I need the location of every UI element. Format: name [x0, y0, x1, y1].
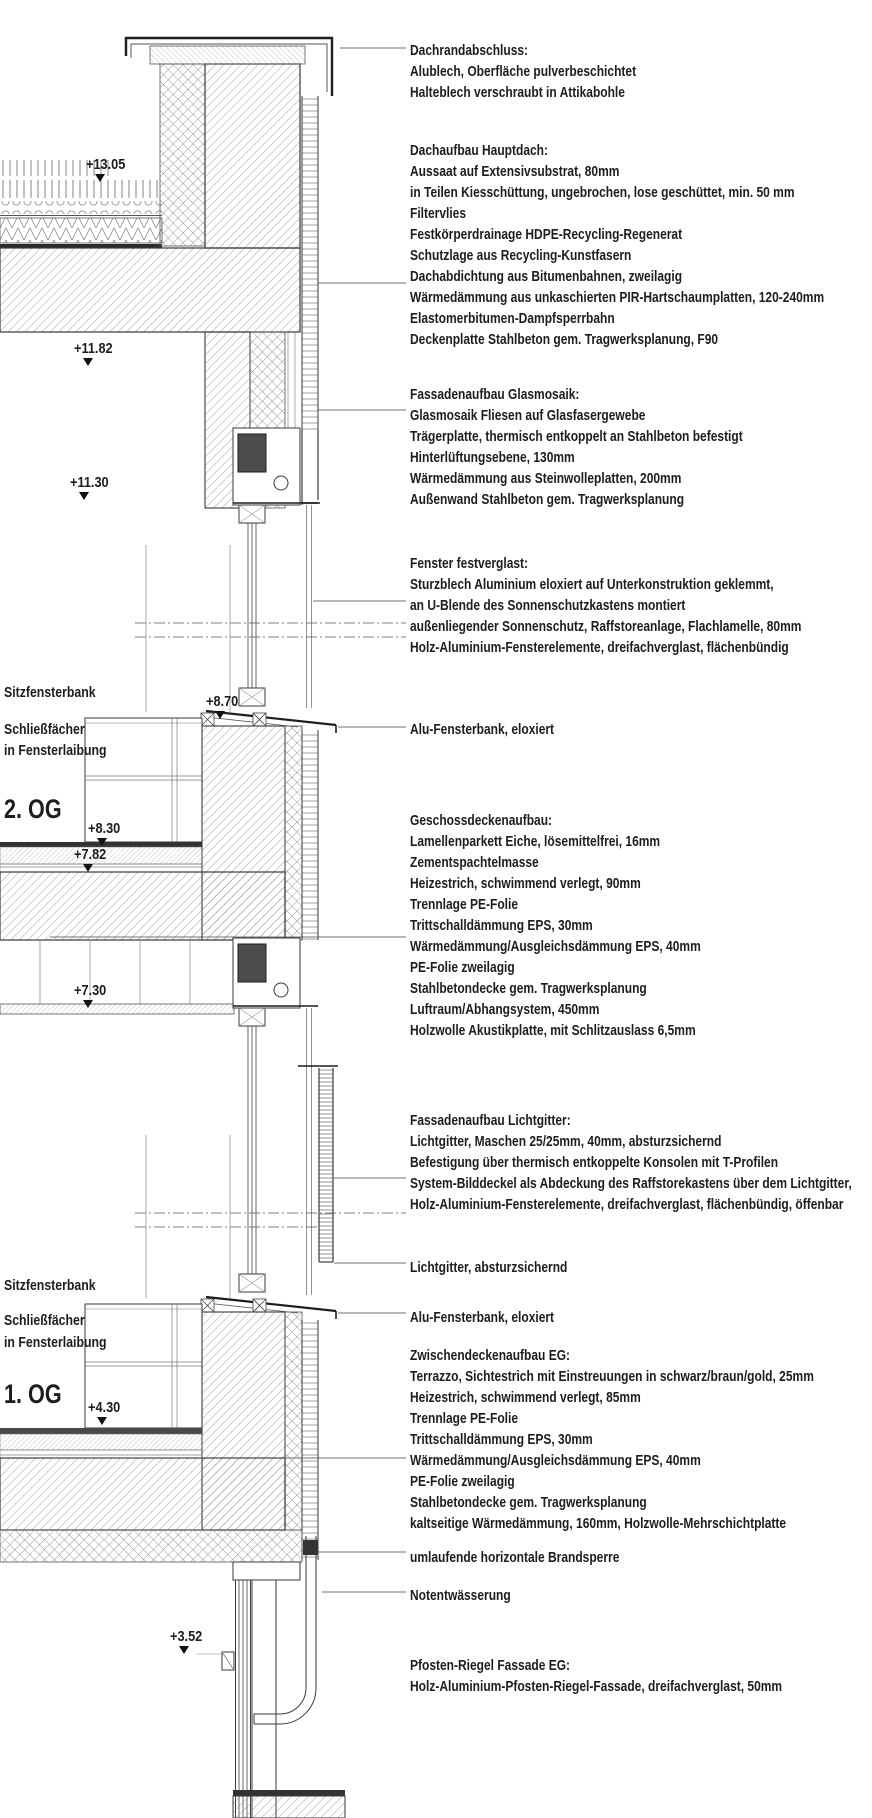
- annotation-line: Stahlbetondecke gem. Tragwerksplanung: [410, 1494, 647, 1511]
- annotation-line: Trittschalldämmung EPS, 30mm: [410, 1431, 593, 1448]
- annotation-line: außenliegender Sonnenschutz, Raffstoreanlage, Flachlamelle, 80mm: [410, 618, 802, 635]
- elevation-triangle-icon: [83, 1000, 93, 1008]
- cold-side-insulation: [0, 1530, 302, 1562]
- ceiling-hangers: [40, 940, 190, 1004]
- annotation-line: Schutzlage aus Recycling-Kunstfasern: [410, 247, 632, 264]
- transom: [233, 1562, 300, 1580]
- annotation-line: Heizestrich, schwimmend verlegt, 90mm: [410, 875, 641, 892]
- annotation-line: Hinterlüftungsebene, 130mm: [410, 449, 575, 466]
- annotation-line: Lichtgitter, Maschen 25/25mm, 40mm, absturzsichernd: [410, 1133, 722, 1150]
- elevation-triangle-icon: [83, 864, 93, 872]
- annotation-line: Luftraum/Abhangsystem, 450mm: [410, 1001, 600, 1018]
- annotation-block-dachaufbau-hauptdach: [410, 140, 824, 350]
- annotation-line: Halteblech verschraubt in Attikabohle: [410, 84, 625, 101]
- vapour-barrier: [0, 244, 162, 248]
- annotation-line: Dachabdichtung aus Bitumenbahnen, zweilagig: [410, 268, 683, 285]
- annotation-block-fenster-festverglast: [410, 553, 801, 658]
- annotation-block-zwischendeckenaufbau-eg: [410, 1345, 814, 1534]
- reveal-lines-2og: [146, 545, 230, 712]
- floor-slab-eg: [0, 1458, 285, 1530]
- acoustic-ceiling-panel: [0, 1004, 234, 1014]
- annotation-line: Glasmosaik Fliesen auf Glasfasergewebe: [410, 407, 646, 424]
- side-label: Schließfächer: [4, 1312, 85, 1329]
- annotation-block-fassadenaufbau-lichtgitter: [410, 1110, 852, 1215]
- spandrel-insulation-eg: [285, 1312, 302, 1530]
- roof-gravel-drainage: [0, 201, 162, 214]
- annotation-heading: umlaufende horizontale Brandsperre: [410, 1549, 620, 1566]
- elevation-triangle-icon: [95, 174, 105, 182]
- annotation-line: Lamellenparkett Eiche, lösemittelfrei, 16mm: [410, 833, 661, 850]
- annotation-block-fassadenaufbau-glasmosaik: [410, 384, 743, 510]
- elevation-label: +3.52: [170, 1628, 203, 1645]
- raffstore-guides-1og: [307, 1008, 312, 1295]
- annotation-line: Elastomerbitumen-Dampfsperrbahn: [410, 310, 615, 327]
- roof-concrete-slab: [0, 248, 300, 332]
- triple-glazing-1og: [248, 1026, 256, 1274]
- annotation-line: Heizestrich, schwimmend verlegt, 85mm: [410, 1389, 641, 1406]
- annotation-line: Außenwand Stahlbeton gem. Tragwerksplanung: [410, 491, 685, 508]
- terrazzo-layer: [0, 1428, 202, 1434]
- roof-pir-insulation: [0, 218, 162, 243]
- annotation-line: Trennlage PE-Folie: [410, 1410, 519, 1427]
- annotation-block-alu-fensterbank-2og: [410, 719, 554, 740]
- annotation-heading: Dachaufbau Hauptdach:: [410, 142, 549, 159]
- annotation-line: Terrazzo, Sichtestrich mit Einstreuungen in schwarz/braun/gold, 25mm: [410, 1368, 814, 1385]
- annotation-line: Zementspachtelmasse: [410, 854, 539, 871]
- roof-parapet-detail: [0, 38, 332, 332]
- triple-glazing-eg: [239, 1580, 247, 1818]
- glasmosaik-band-spandrel-2og: [302, 730, 318, 940]
- spandrel-insulation-2og: [285, 726, 302, 940]
- side-label: Sitzfensterbank: [4, 684, 96, 701]
- annotation-heading: Alu-Fensterbank, eloxiert: [410, 721, 555, 738]
- annotation-heading: Dachrandabschluss:: [410, 42, 529, 59]
- annotation-line: Trennlage PE-Folie: [410, 896, 519, 913]
- elevation-label: +13.05: [86, 156, 126, 173]
- base-slab-hatch: [233, 1796, 345, 1818]
- elevation-triangle-icon: [97, 838, 107, 846]
- annotation-line: PE-Folie zweilagig: [410, 1473, 515, 1490]
- annotation-block-dachrandabschluss: [410, 40, 636, 103]
- attika-timber-plank: [150, 46, 305, 64]
- elevation-label: +11.82: [74, 340, 113, 357]
- annotation-line: Deckenplatte Stahlbeton gem. Tragwerksplanung, F90: [410, 331, 719, 348]
- glasmosaik-band-eg: [302, 1320, 318, 1560]
- annotation-line: Trittschalldämmung EPS, 30mm: [410, 917, 593, 934]
- side-label: Schließfächer: [4, 721, 85, 738]
- elevation-label: +8.70: [206, 693, 239, 710]
- annotation-line: PE-Folie zweilagig: [410, 959, 515, 976]
- side-label: in Fensterlaibung: [4, 1334, 107, 1351]
- annotation-block-pfosten-riegel-eg: [410, 1655, 782, 1697]
- screed-layer-eg: [0, 1434, 202, 1450]
- elevation-label: +8.30: [88, 820, 121, 837]
- annotation-line: Stahlbetondecke gem. Tragwerksplanung: [410, 980, 647, 997]
- alu-window-sill-1og: [206, 1297, 336, 1311]
- floor-label: 2. OG: [4, 794, 62, 824]
- floor-label: 1. OG: [4, 1379, 62, 1409]
- reveal-lines-1og: [146, 1135, 230, 1298]
- raffstore-insert-2og: [238, 434, 266, 472]
- annotation-line: Sturzblech Aluminium eloxiert auf Unterkonstruktion geklemmt,: [410, 576, 774, 593]
- glasmosaik-facade-band: [302, 96, 318, 430]
- annotation-line: Befestigung über thermisch entkoppelte Konsolen mit T-Profilen: [410, 1154, 779, 1171]
- annotation-heading: Zwischendeckenaufbau EG:: [410, 1347, 571, 1364]
- annotation-line: Holzwolle Akustikplatte, mit Schlitzauslass 6,5mm: [410, 1022, 696, 1039]
- raffstore-guides-2og: [307, 505, 312, 708]
- annotation-line: Wärmedämmung aus unkaschierten PIR-Hartschaumplatten, 120-240mm: [410, 289, 825, 306]
- annotation-heading: Fenster festverglast:: [410, 555, 529, 572]
- sturzblech: [302, 430, 318, 505]
- elevation-label: +4.30: [88, 1399, 121, 1416]
- annotation-heading: Fassadenaufbau Lichtgitter:: [410, 1112, 571, 1129]
- alu-window-sill-2og: [206, 711, 336, 725]
- side-label: Sitzfensterbank: [4, 1277, 96, 1294]
- annotation-line: Wärmedämmung/Ausgleichsdämmung EPS, 40mm: [410, 938, 701, 955]
- annotation-line: Wärmedämmung/Ausgleichsdämmung EPS, 40mm: [410, 1452, 701, 1469]
- annotation-line: Aussaat auf Extensivsubstrat, 80mm: [410, 163, 620, 180]
- elevation-triangle-icon: [83, 358, 93, 366]
- annotation-block-notentwaesserung: [410, 1585, 511, 1606]
- impact-insulation-eg: [0, 1450, 202, 1458]
- elevation-triangle-icon: [215, 711, 225, 719]
- elevation-label: +7.30: [74, 982, 107, 999]
- annotation-line: in Teilen Kiesschüttung, ungebrochen, lose geschüttet, min. 50 mm: [410, 184, 795, 201]
- annotation-heading: Lichtgitter, absturzsichernd: [410, 1259, 568, 1276]
- annotation-block-lichtgitter: [410, 1257, 567, 1278]
- elevation-label: +7.82: [74, 846, 107, 863]
- annotation-line: Holz-Aluminium-Fensterelemente, dreifachverglast, flächenbündig, öffenbar: [410, 1196, 844, 1213]
- annotation-line: an U-Blende des Sonnenschutzkastens montiert: [410, 597, 686, 614]
- parapet-insulation: [160, 64, 205, 246]
- annotation-line: Holz-Aluminium-Fensterelemente, dreifachverglast, flächenbündig: [410, 639, 789, 656]
- floor-slab-2og: [0, 872, 285, 940]
- elevation-triangle-icon: [79, 492, 89, 500]
- annotation-heading: Pfosten-Riegel Fassade EG:: [410, 1657, 571, 1674]
- annotation-line: Wärmedämmung aus Steinwolleplatten, 200mm: [410, 470, 682, 487]
- annotation-heading: Geschossdeckenaufbau:: [410, 812, 553, 829]
- elevation-triangle-icon: [179, 1646, 189, 1654]
- annotation-block-geschossdeckenaufbau: [410, 810, 701, 1041]
- annotation-line: kaltseitige Wärmedämmung, 160mm, Holzwolle-Mehrschichtplatte: [410, 1515, 787, 1532]
- impact-insulation-2og: [0, 864, 202, 872]
- annotation-heading: Fassadenaufbau Glasmosaik:: [410, 386, 580, 403]
- annotation-line: Alublech, Oberfläche pulverbeschichtet: [410, 63, 637, 80]
- annotation-line: Filtervlies: [410, 205, 467, 222]
- annotation-line: Holz-Aluminium-Pfosten-Riegel-Fassade, dreifachverglast, 50mm: [410, 1678, 783, 1695]
- raffstore-insert-1og: [238, 944, 266, 982]
- annotation-line: Festkörperdrainage HDPE-Recycling-Regenerat: [410, 226, 683, 243]
- lichtgitter-grid: [319, 1068, 333, 1262]
- elevation-label: +11.30: [70, 474, 109, 491]
- triple-glazing-2og: [248, 523, 256, 688]
- eg-curtain-wall: [196, 1536, 345, 1818]
- roof-substrate-hatch: [0, 178, 162, 200]
- annotation-block-brandsperre: [410, 1547, 619, 1568]
- annotation-line: Trägerplatte, thermisch entkoppelt an Stahlbeton befestigt: [410, 428, 743, 445]
- base-sealing-band: [233, 1790, 345, 1796]
- elevation-triangle-icon: [97, 1417, 107, 1425]
- annotation-heading: Alu-Fensterbank, eloxiert: [410, 1309, 555, 1326]
- window-1og: [146, 938, 338, 1298]
- parapet-concrete: [205, 64, 300, 248]
- annotation-line: System-Bilddeckel als Abdeckung des Raffstorekastens über dem Lichtgitter,: [410, 1175, 852, 1192]
- mullion: [252, 1580, 276, 1818]
- side-label: in Fensterlaibung: [4, 742, 107, 759]
- annotation-heading: Notentwässerung: [410, 1587, 511, 1604]
- annotation-block-alu-fensterbank-1og: [410, 1307, 554, 1328]
